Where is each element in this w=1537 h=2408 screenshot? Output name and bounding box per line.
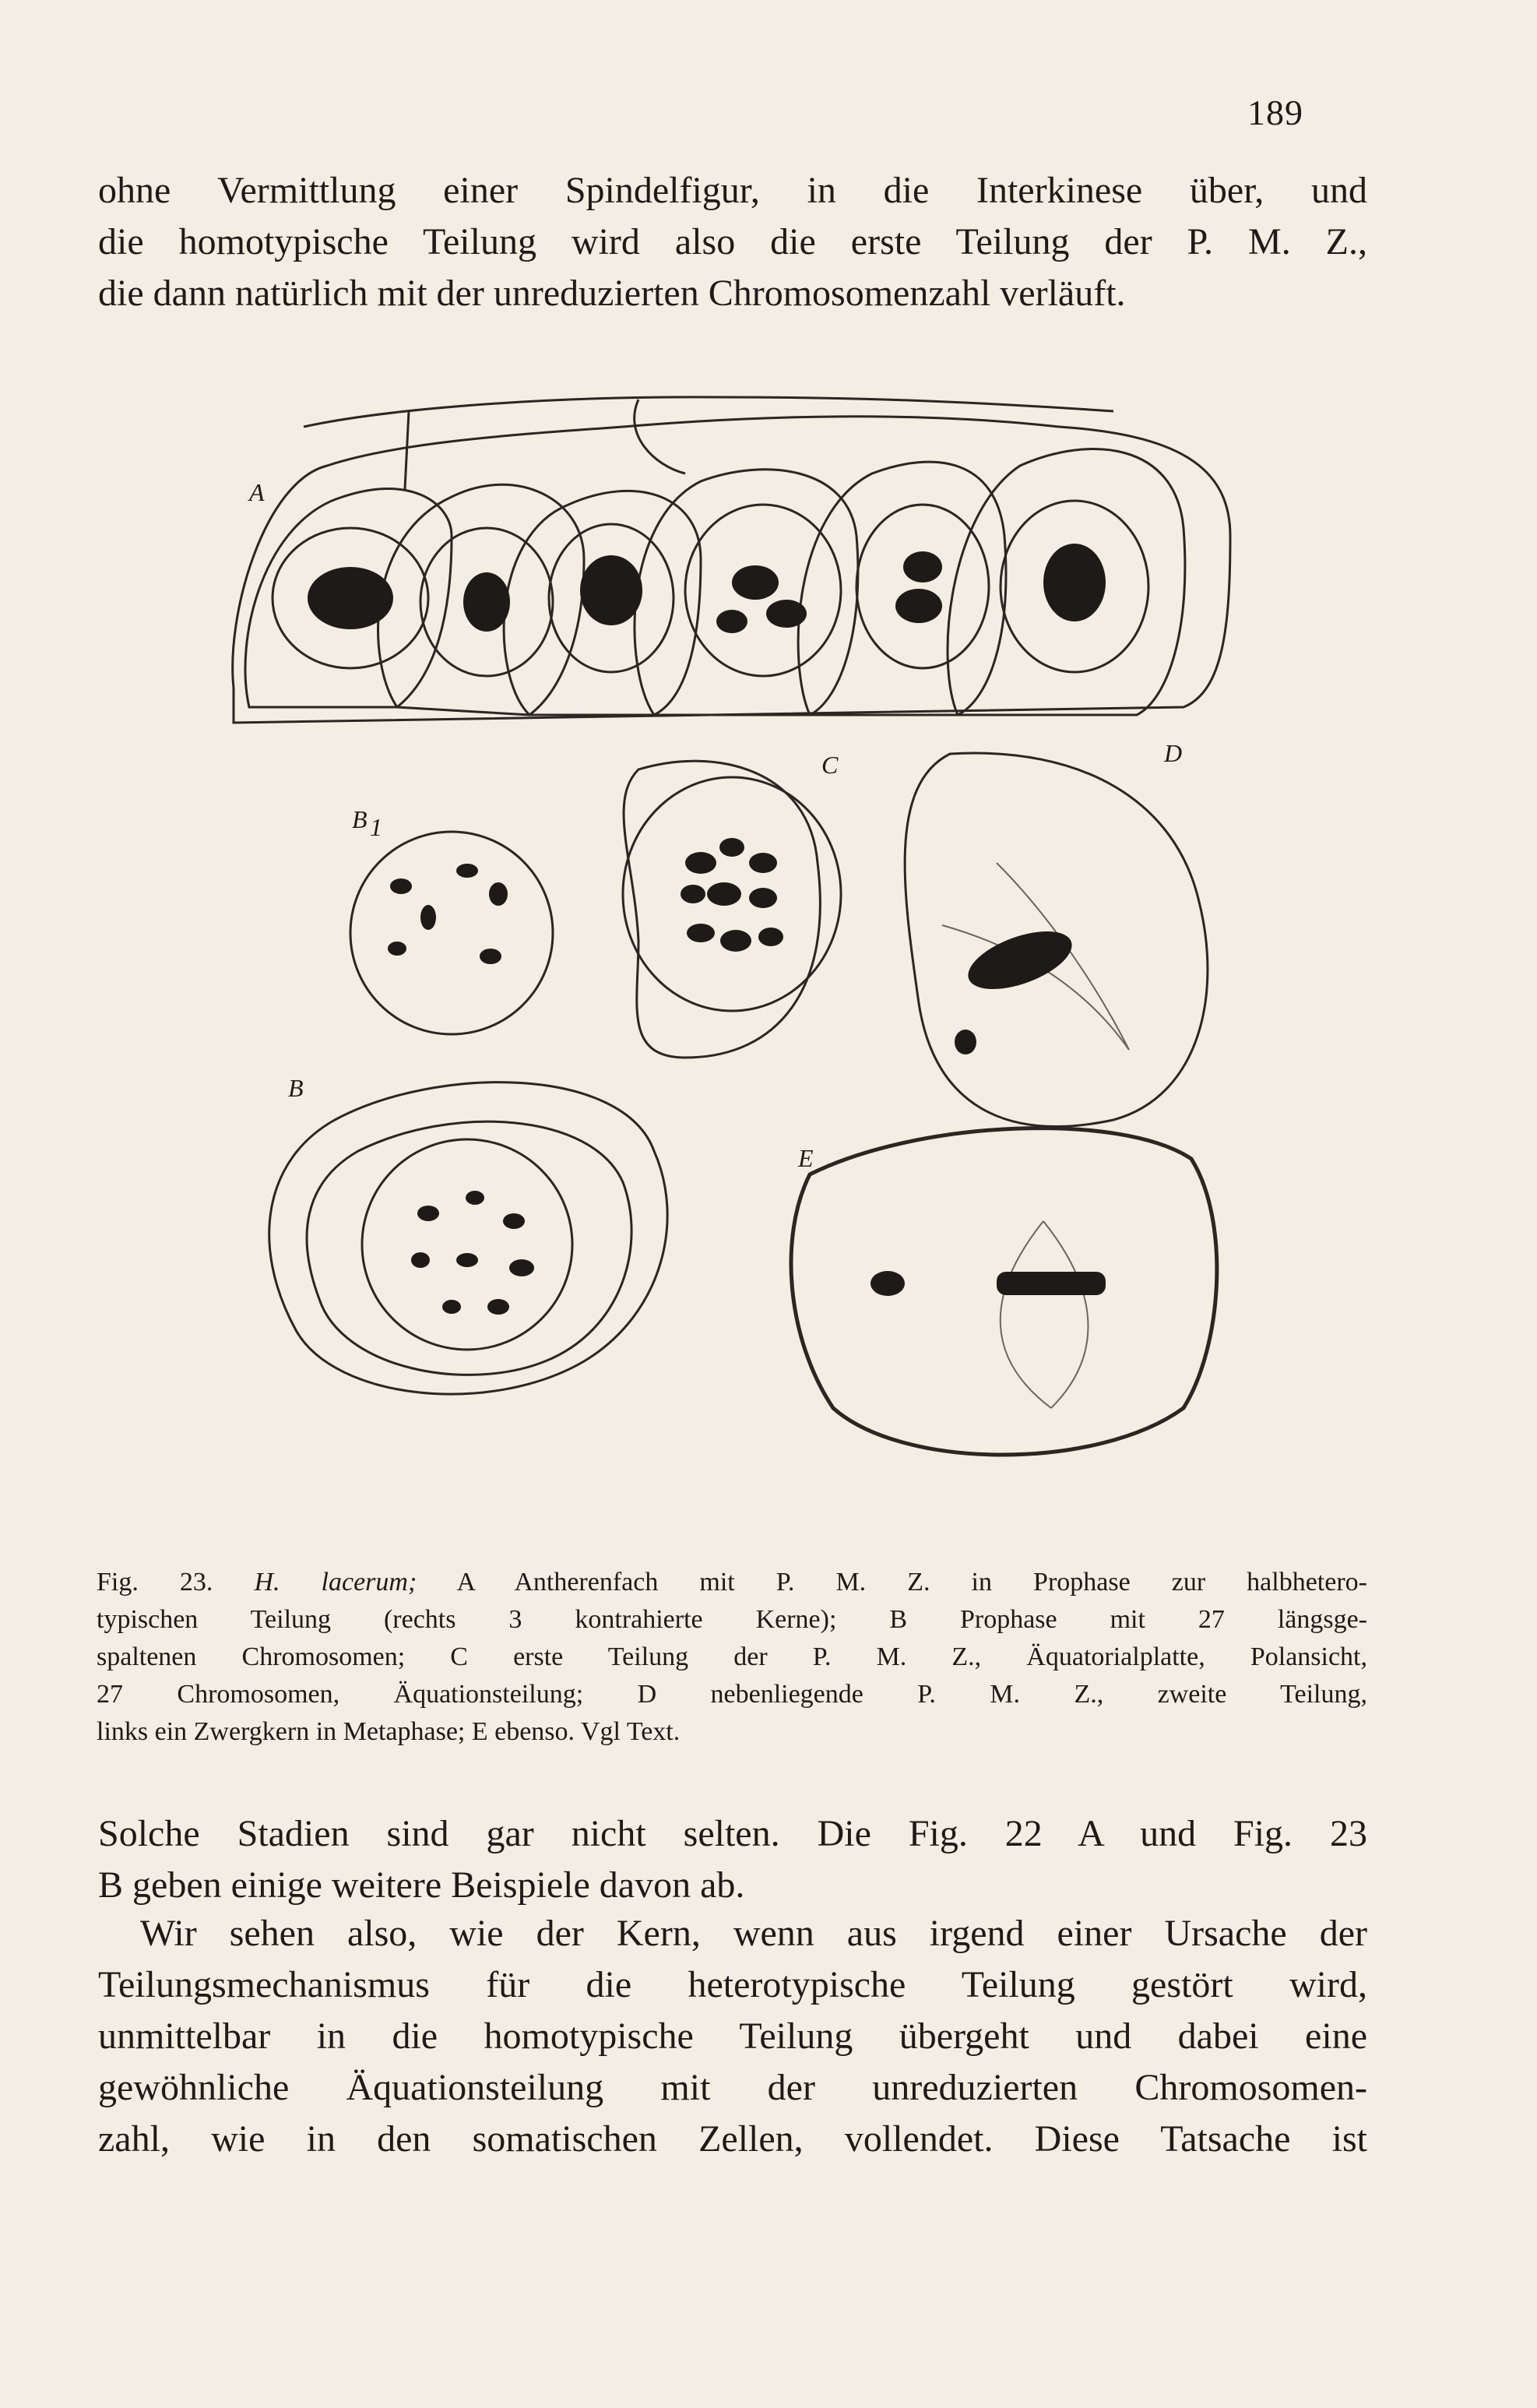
caption-fig-number: Fig. 23. <box>97 1568 213 1597</box>
text-line: zahl, wie in den somatischen Zellen, vollendet. Diese Tatsache ist <box>98 2118 1367 2160</box>
panel-b1-cell <box>350 832 553 1034</box>
caption-text: A Antherenfach mit P. M. Z. in Prophase zur halbhetero- <box>456 1568 1367 1597</box>
paragraph-2 <box>98 1908 1367 2165</box>
figure-23-illustration <box>218 380 1254 1540</box>
caption-line: 27 Chromosomen, Äquationsteilung; D nebenliegende P. M. Z., zweite Teilung, <box>97 1680 1367 1709</box>
panel-b-cell <box>269 1083 667 1394</box>
text-line: ohne Vermittlung einer Spindelfigur, in die Interkinese über, und <box>98 170 1367 211</box>
label-d: D <box>1164 739 1183 767</box>
text-line: die dann natürlich mit der unreduzierten Chromosomenzahl verläuft. <box>98 273 1126 314</box>
caption-line <box>97 1564 1367 1601</box>
text-line: B geben einige weitere Beispiele davon ab. <box>98 1864 745 1906</box>
text-line: gewöhnliche Äquationsteilung mit der unreduzierten Chromosomen- <box>98 2067 1367 2108</box>
text-line: Wir sehen also, wie der Kern, wenn aus irgend einer Ursache der <box>140 1913 1367 1954</box>
label-b1: B <box>352 805 368 833</box>
caption-species: H. lacerum; <box>254 1568 417 1597</box>
page-number: 189 <box>1247 93 1303 132</box>
label-e: E <box>798 1144 814 1172</box>
text-line: die homotypische Teilung wird also die erste Teilung der P. M. Z., <box>98 221 1367 262</box>
caption-line: typischen Teilung (rechts 3 kontrahierte Kerne); B Prophase mit 27 längsge- <box>97 1605 1367 1634</box>
label-a: A <box>249 478 265 506</box>
text-line: Solche Stadien sind gar nicht selten. Die Fig. 22 A und Fig. 23 <box>98 1813 1367 1854</box>
caption-line: links ein Zwergkern in Metaphase; E ebenso. Vgl Text. <box>97 1717 681 1746</box>
figure-caption <box>97 1564 1367 1751</box>
label-b1-sub: 1 <box>370 813 382 841</box>
text-line: unmittelbar in die homotypische Teilung übergeht und dabei eine <box>98 2015 1367 2057</box>
caption-line: spaltenen Chromosomen; C erste Teilung der P. M. Z., Äquatorialplatte, Polansicht, <box>97 1642 1367 1671</box>
label-c: C <box>821 751 839 779</box>
intro-paragraph <box>98 165 1367 319</box>
label-b: B <box>288 1074 304 1102</box>
paragraph-1 <box>98 1808 1367 1911</box>
chromosomes <box>308 544 1106 1315</box>
panel-c-cell <box>624 761 820 1058</box>
text-line: Teilungsmechanismus für die heterotypische Teilung gestört wird, <box>98 1964 1367 2005</box>
